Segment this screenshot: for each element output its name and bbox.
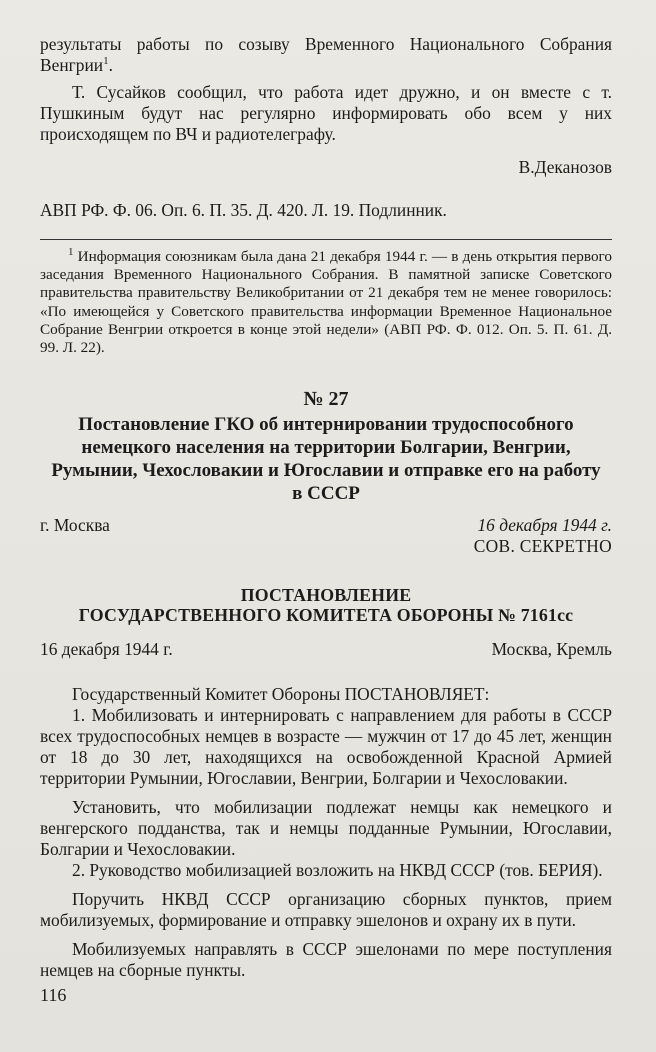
decree-paragraph: Установить, что мобилизации подлежат немцы как немецкого и венгерского подданства, так и немцы подданные Румынии, Югославии, Болгарии и Чехословакии. <box>40 797 612 860</box>
report-paragraph: Т. Сусайков сообщил, что работа идет дружно, и он вместе с т. Пушкиным будут нас регулярно информировать обо всем у них происходящем по ВЧ и радиотелеграфу. <box>40 82 612 144</box>
decree-paragraph: Мобилизуемых направлять в СССР эшелонами по мере поступления немцев на сборные пункты. <box>40 939 612 981</box>
decree-meta <box>40 639 612 660</box>
decree-heading-line1: ПОСТАНОВЛЕНИЕ <box>240 585 412 606</box>
decree-heading-line2: ГОСУДАРСТВЕННОГО КОМИТЕТА ОБОРОНЫ № 7161сс <box>78 605 574 626</box>
footnote-text: Информация союзникам была дана 21 декабря 1944 г. — в день открытия первого заседания Временного Национального Собрания. В памятной записке Советского правительства правительству Великобритании от 21 декабря тем не менее говорилось: «По имеющейся у Советского правительства информации Временное Национальное Собрание Венгрии откроется в конце этой недели» (АВП РФ. Ф. 012. Оп. 5. П. 61. Д. 99. Л. 22). <box>40 248 612 357</box>
page-number: 116 <box>40 985 67 1005</box>
continuation-text: результаты работы по созыву Временного Национального Собрания Венгрии <box>40 34 612 75</box>
decree-paragraph: Поручить НКВД СССР организацию сборных пунктов, прием мобилизуемых, формирование и отправку эшелонов и охрану их в пути. <box>40 889 612 931</box>
decree-paragraph: 1. Мобилизовать и интернировать с направлением для работы в СССР всех трудоспособных немцев в возрасте — мужчин от 17 до 45 лет, женщин от 18 до 30 лет, находящихся на освобожденной Красной Армией территории Румынии, Югославии, Венгрии, Болгарии и Чехословакии. <box>40 705 612 789</box>
decree-place: Москва, Кремль <box>491 639 612 660</box>
document-place: г. Москва <box>40 515 110 536</box>
footnote <box>40 245 612 357</box>
document-date: 16 декабря 1944 г. <box>477 515 612 536</box>
footnote-marker: 1 <box>68 245 74 258</box>
decree-date: 16 декабря 1944 г. <box>40 639 173 660</box>
signature: В.Деканозов <box>518 157 612 177</box>
decree-paragraph: Государственный Комитет Обороны ПОСТАНОВЛЯЕТ: <box>72 684 490 705</box>
footnote-divider <box>40 239 612 240</box>
document-number: № 27 <box>303 388 349 411</box>
document-title: Постановление ГКО об интернировании трудоспособного немецкого населения на территории Болгарии, Венгрии, Румынии, Чехословакии и Югославии и отправке его на работу в СССР <box>51 414 601 505</box>
document-meta <box>40 515 612 536</box>
decree-paragraph: 2. Руководство мобилизацией возложить на НКВД СССР (тов. БЕРИЯ). <box>72 860 603 881</box>
continuation-paragraph: результаты работы по созыву Временного Национального Собрания Венгрии$^1$. <box>40 34 612 75</box>
decree-heading <box>40 585 612 625</box>
footnote-reference: 1 <box>103 55 109 68</box>
classification-stamp: СОВ. СЕКРЕТНО <box>473 536 612 557</box>
archive-reference: АВП РФ. Ф. 06. Оп. 6. П. 35. Д. 420. Л. 19. Подлинник. <box>40 200 447 220</box>
page-content <box>40 34 612 981</box>
